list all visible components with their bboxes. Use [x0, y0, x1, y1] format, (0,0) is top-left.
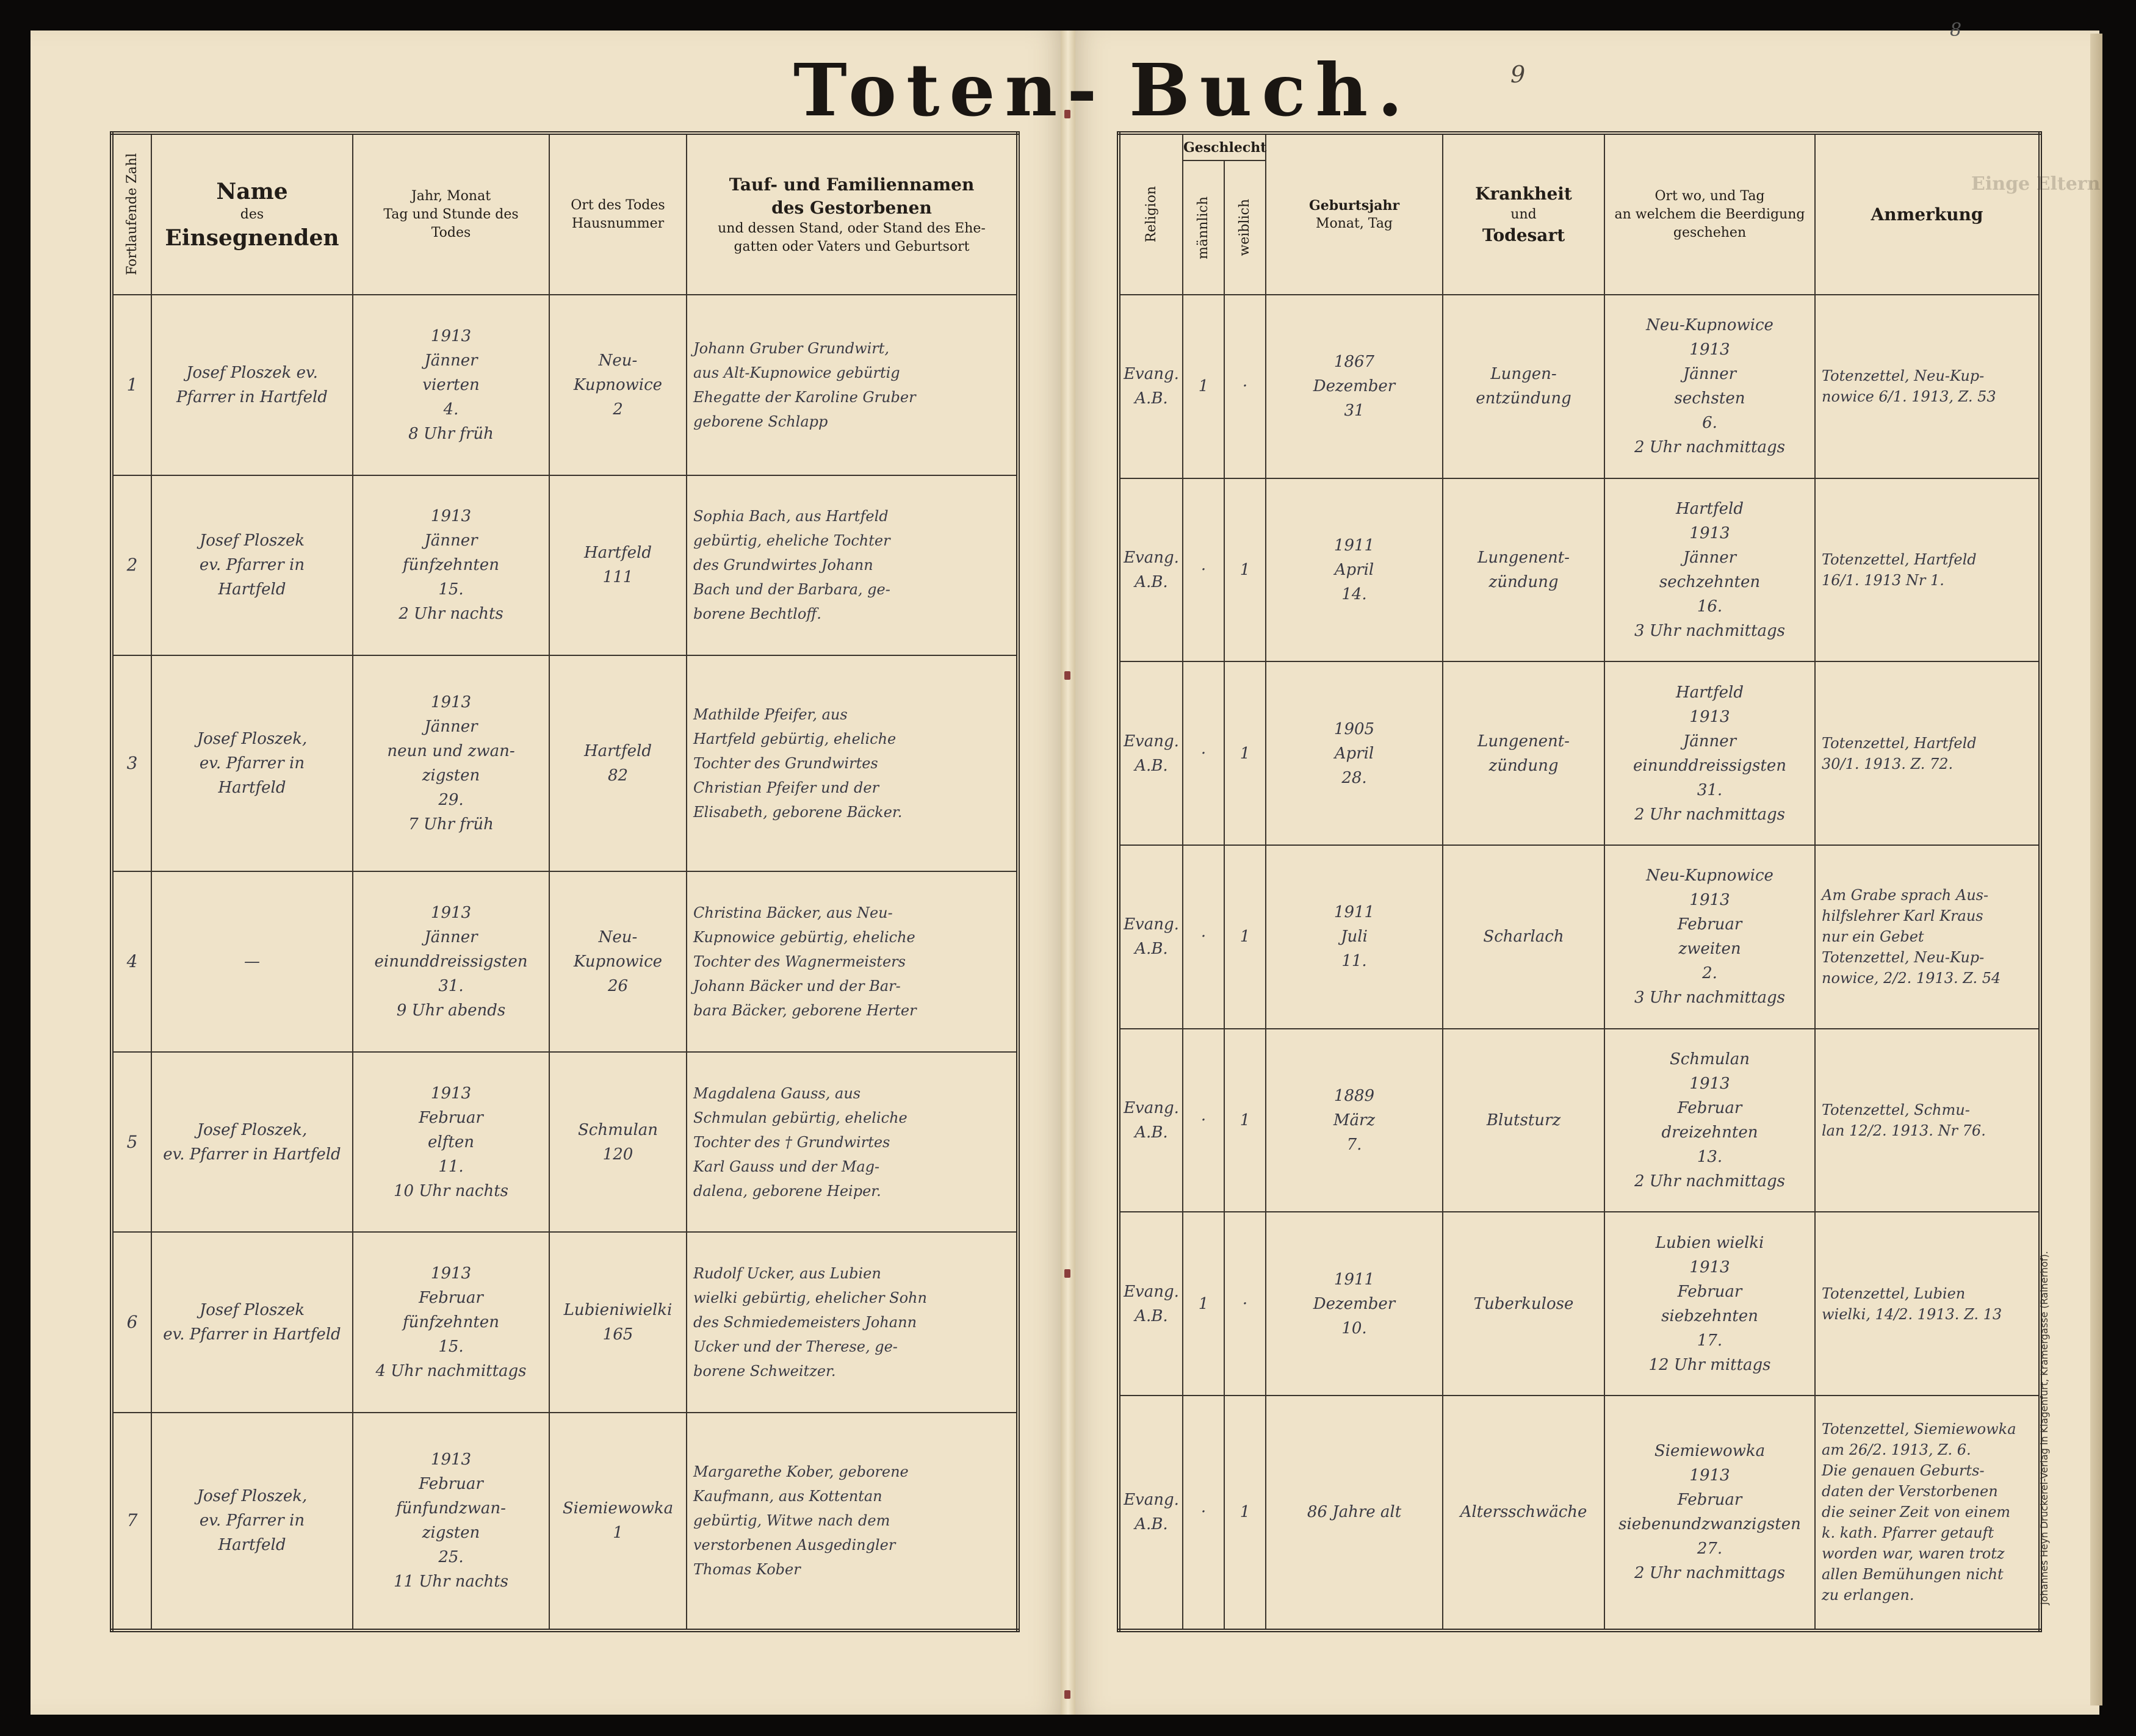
female-mark-cell — [1224, 295, 1266, 478]
entry-number: 7 — [126, 1510, 138, 1531]
remark: Totenzettel, Lubien wielki, 14/2. 1913. Z. 13 — [1822, 1284, 2002, 1323]
cause-of-death-cell — [1443, 1212, 1604, 1396]
death-place-cell — [549, 1413, 687, 1630]
cause-of-death: Blutsturz — [1486, 1111, 1561, 1129]
cause-of-death: Scharlach — [1483, 927, 1564, 946]
deceased-details: Mathilde Pfeifer, aus Hartfeld gebürtig, eheliche Tochter des Grundwirtes Christian Pfeifer und der Elisabeth, geborene Bäcker. — [693, 706, 903, 821]
religion: Evang. A.B. — [1124, 732, 1179, 775]
burial-details-cell — [1604, 478, 1815, 662]
male-mark-cell — [1183, 295, 1224, 478]
religion-cell — [1119, 295, 1183, 478]
officiant-name: — — [244, 953, 260, 971]
religion-cell — [1119, 845, 1183, 1029]
table-row — [112, 295, 1018, 475]
death-place-cell — [549, 1052, 687, 1233]
female-mark: · — [1242, 377, 1248, 396]
religion: Evang. A.B. — [1124, 915, 1179, 959]
death-date-cell — [353, 1413, 549, 1630]
death-date-cell — [353, 1052, 549, 1233]
deceased-details-cell — [687, 655, 1018, 871]
officiant-name: Josef Ploszek, ev. Pfarrer in Hartfeld — [197, 1487, 308, 1555]
burial-details: Hartfeld 1913 Jänner sechzehnten 16. 3 Uhr nachmittags — [1634, 499, 1786, 640]
deceased-details-cell — [687, 1052, 1018, 1233]
remark: Totenzettel, Schmu- lan 12/2. 1913. Nr 76. — [1822, 1101, 1986, 1139]
female-mark: · — [1242, 1294, 1248, 1313]
deceased-details: Johann Gruber Grundwirt, aus Alt-Kupnowice gebürtig Ehegatte der Karoline Gruber geborene Schlapp — [693, 339, 916, 430]
table-row — [1119, 1212, 2040, 1396]
remark-cell — [1815, 1212, 2040, 1396]
deceased-details: Rudolf Ucker, aus Lubien wielki gebürtig, ehelicher Sohn des Schmiedemeisters Johann Ucker und der Therese, ge- borene Schweitzer. — [693, 1265, 927, 1380]
religion-cell — [1119, 1029, 1183, 1212]
table-row — [1119, 1029, 2040, 1212]
female-mark: 1 — [1239, 1503, 1250, 1522]
header-ort-des-todes: Ort des Todes Hausnummer — [549, 133, 687, 295]
header-religion: Religion — [1119, 133, 1183, 295]
table-row — [112, 655, 1018, 871]
burial-details-cell — [1604, 1029, 1815, 1212]
religion: Evang. A.B. — [1124, 1491, 1179, 1534]
binding-stitch — [1064, 1690, 1070, 1699]
birth-date-cell — [1266, 1029, 1443, 1212]
deceased-details-cell — [687, 475, 1018, 656]
death-place: Hartfeld 111 — [583, 544, 652, 587]
male-mark-cell — [1183, 1396, 1224, 1630]
religion: Evang. A.B. — [1124, 365, 1179, 408]
male-mark-cell — [1183, 478, 1224, 662]
right-ledger-table — [1117, 131, 2042, 1632]
death-place-cell — [549, 871, 687, 1052]
table-row — [112, 1052, 1018, 1233]
binding-stitch — [1064, 671, 1070, 680]
table-row — [1119, 661, 2040, 845]
burial-details-cell — [1604, 1396, 1815, 1630]
header-weiblich: weiblich — [1224, 160, 1266, 295]
table-row — [112, 1232, 1018, 1413]
table-row — [1119, 295, 2040, 478]
entry-number-cell — [112, 655, 151, 871]
cause-of-death-cell — [1443, 1029, 1604, 1212]
header-name-einsegnenden: Name des Einsegnenden — [151, 133, 353, 295]
entry-number-cell — [112, 1052, 151, 1233]
remark-cell — [1815, 295, 2040, 478]
birth-date: 1889 März 7. — [1333, 1086, 1376, 1154]
burial-details: Schmulan 1913 Februar dreizehnten 13. 2 Uhr nachmittags — [1634, 1050, 1786, 1190]
death-date: 1913 Jänner fünfzehnten 15. 2 Uhr nachts — [399, 507, 503, 624]
death-place: Hartfeld 82 — [583, 742, 652, 785]
cause-of-death-cell — [1443, 1396, 1604, 1630]
remark-cell — [1815, 1396, 2040, 1630]
cause-of-death: Lungenent- zündung — [1478, 548, 1570, 591]
burial-details-cell — [1604, 661, 1815, 845]
officiant-name-cell — [151, 475, 353, 656]
religion: Evang. A.B. — [1124, 1282, 1179, 1325]
death-date: 1913 Jänner vierten 4. 8 Uhr früh — [408, 326, 494, 443]
cause-of-death-cell — [1443, 478, 1604, 662]
male-mark: · — [1200, 927, 1207, 946]
remark-cell — [1815, 478, 2040, 662]
table-row — [1119, 845, 2040, 1029]
cause-of-death-cell — [1443, 845, 1604, 1029]
birth-date-cell — [1266, 1212, 1443, 1396]
male-mark: · — [1200, 744, 1207, 763]
male-mark: · — [1200, 1503, 1207, 1522]
officiant-name: Josef Ploszek, ev. Pfarrer in Hartfeld — [197, 730, 308, 798]
death-date-cell — [353, 871, 549, 1052]
page-edge — [2090, 34, 2102, 1705]
death-place: Schmulan 120 — [577, 1120, 658, 1164]
birth-date: 1911 Juli 11. — [1333, 903, 1375, 971]
death-date-cell — [353, 1232, 549, 1413]
female-mark-cell — [1224, 1212, 1266, 1396]
burial-details-cell — [1604, 295, 1815, 478]
header-anmerkung: Anmerkung — [1815, 133, 2040, 295]
birth-date-cell — [1266, 295, 1443, 478]
header-tauf-familiennamen: Tauf- und Familiennamen des Gestorbenen und dessen Stand, oder Stand des Ehe- gatten oder Vaters und Geburtsort — [687, 133, 1018, 295]
burial-details: Neu-Kupnowice 1913 Jänner sechsten 6. 2 Uhr nachmittags — [1634, 316, 1786, 457]
death-date: 1913 Jänner einunddreissigsten 31. 9 Uhr abends — [374, 904, 528, 1020]
death-date-cell — [353, 655, 549, 871]
burial-details: Hartfeld 1913 Jänner einunddreissigsten 31. 2 Uhr nachmittags — [1633, 683, 1786, 824]
header-fortlaufende-zahl: Fortlaufende Zahl — [112, 133, 151, 295]
female-mark-cell — [1224, 478, 1266, 662]
entry-number: 4 — [126, 951, 138, 971]
birth-date-cell — [1266, 478, 1443, 662]
entry-number: 1 — [126, 374, 138, 395]
male-mark: 1 — [1198, 1294, 1209, 1313]
deceased-details-cell — [687, 295, 1018, 475]
remark-cell — [1815, 845, 2040, 1029]
death-date-cell — [353, 475, 549, 656]
officiant-name-cell — [151, 1052, 353, 1233]
male-mark-cell — [1183, 1212, 1224, 1396]
burial-details: Siemiewowka 1913 Februar siebenundzwanzigsten 27. 2 Uhr nachmittags — [1618, 1442, 1801, 1583]
religion: Evang. A.B. — [1124, 1098, 1179, 1142]
religion: Evang. A.B. — [1124, 548, 1179, 591]
book-gutter — [1061, 31, 1075, 1715]
male-mark-cell — [1183, 1029, 1224, 1212]
deceased-details: Margarethe Kober, geborene Kaufmann, aus Kottentan gebürtig, Witwe nach dem verstorbenen Ausgedingler Thomas Kober — [693, 1463, 909, 1579]
binding-stitch — [1064, 1269, 1070, 1278]
header-krankheit: Krankheit und Todesart — [1443, 133, 1604, 295]
death-place: Lubieniwielki 165 — [563, 1301, 673, 1344]
male-mark-cell — [1183, 845, 1224, 1029]
table-row — [112, 475, 1018, 656]
cause-of-death: Altersschwäche — [1460, 1503, 1587, 1522]
death-place: Neu- Kupnowice 2 — [573, 351, 663, 419]
female-mark: 1 — [1239, 744, 1250, 763]
birth-date: 1905 April 28. — [1333, 719, 1375, 787]
deceased-details-cell — [687, 871, 1018, 1052]
officiant-name: Josef Ploszek ev. Pfarrer in Hartfeld — [199, 531, 305, 599]
officiant-name-cell — [151, 655, 353, 871]
birth-date-cell — [1266, 1396, 1443, 1630]
header-geschlecht: Geschlecht — [1183, 133, 1266, 160]
birth-date: 86 Jahre alt — [1307, 1503, 1402, 1522]
table-row — [112, 871, 1018, 1052]
remark: Totenzettel, Neu-Kup- nowice 6/1. 1913, Z. 53 — [1822, 367, 1996, 406]
remark-cell — [1815, 1029, 2040, 1212]
deceased-details-cell — [687, 1232, 1018, 1413]
death-date: 1913 Februar elften 11. 10 Uhr nachts — [393, 1084, 509, 1200]
entry-number: 2 — [126, 555, 138, 575]
birth-date: 1911 April 14. — [1333, 536, 1375, 603]
officiant-name: Josef Ploszek, ev. Pfarrer in Hartfeld — [163, 1120, 341, 1164]
female-mark-cell — [1224, 661, 1266, 845]
birth-date: 1867 Dezember 31 — [1313, 353, 1396, 420]
entry-number-cell — [112, 475, 151, 656]
female-mark-cell — [1224, 1396, 1266, 1630]
officiant-name-cell — [151, 295, 353, 475]
remark: Totenzettel, Hartfeld 30/1. 1913. Z. 72. — [1822, 734, 1977, 773]
left-ledger-table — [110, 131, 1020, 1632]
remark-cell — [1815, 661, 2040, 845]
religion-cell — [1119, 478, 1183, 662]
religion-cell — [1119, 1396, 1183, 1630]
entry-number-cell — [112, 1232, 151, 1413]
death-place-cell — [549, 655, 687, 871]
birth-date-cell — [1266, 845, 1443, 1029]
deceased-details: Magdalena Gauss, aus Schmulan gebürtig, eheliche Tochter des † Grundwirtes Karl Gauss und der Mag- dalena, geborene Heiper. — [693, 1084, 907, 1200]
death-date: 1913 Februar fünfzehnten 15. 4 Uhr nachmittags — [375, 1264, 527, 1381]
remark: Totenzettel, Hartfeld 16/1. 1913 Nr 1. — [1822, 550, 1977, 589]
burial-details: Neu-Kupnowice 1913 Februar zweiten 2. 3 Uhr nachmittags — [1634, 866, 1786, 1007]
officiant-name-cell — [151, 871, 353, 1052]
female-mark: 1 — [1239, 1111, 1250, 1129]
table-row — [1119, 478, 2040, 662]
death-place: Siemiewowka 1 — [562, 1499, 674, 1543]
deceased-details: Christina Bäcker, aus Neu- Kupnowice gebürtig, eheliche Tochter des Wagnermeisters Johann Bäcker und der Bar- bara Bäcker, geborene Herter — [693, 904, 917, 1019]
birth-date: 1911 Dezember 10. — [1313, 1270, 1396, 1338]
death-place: Neu- Kupnowice 26 — [573, 928, 663, 995]
title-right: Buch. — [1129, 48, 1413, 132]
entry-number-cell — [112, 871, 151, 1052]
male-mark: · — [1200, 1111, 1207, 1129]
death-place-cell — [549, 475, 687, 656]
deceased-details: Sophia Bach, aus Hartfeld gebürtig, eheliche Tochter des Grundwirtes Johann Bach und der Barbara, ge- borene Bechtloff. — [693, 508, 890, 623]
bleed-through-text: Einge Eltern — [1971, 173, 2101, 195]
header-maennlich: männlich — [1183, 160, 1224, 295]
death-date: 1913 Jänner neun und zwan- zigsten 29. 7 Uhr früh — [387, 693, 515, 834]
religion-cell — [1119, 661, 1183, 845]
header-todesdatum: Jahr, Monat Tag und Stunde des Todes — [353, 133, 549, 295]
male-mark-cell — [1183, 661, 1224, 845]
remark: Totenzettel, Siemiewowka am 26/2. 1913, Z. 6. Die genauen Geburts- daten der Verstorbenen die seiner Zeit von einem k. kath. Pfarrer getauft worden war, waren trotz allen Bemühungen nicht zu erlangen. — [1822, 1421, 2016, 1604]
death-date-cell — [353, 295, 549, 475]
folio-number: 9 — [1510, 61, 1526, 88]
cause-of-death: Lungen- entzündung — [1476, 365, 1571, 408]
table-row — [1119, 1396, 2040, 1630]
female-mark: 1 — [1239, 560, 1250, 579]
female-mark-cell — [1224, 845, 1266, 1029]
deceased-details-cell — [687, 1413, 1018, 1630]
death-date: 1913 Februar fünfundzwan- zigsten 25. 11 Uhr nachts — [393, 1450, 509, 1591]
table-row — [112, 1413, 1018, 1630]
entry-number: 6 — [126, 1312, 138, 1333]
printer-note: Johannes Heyn Druckerei-Verlag in Klagenfurt, Kramergasse (Rainerhof). — [2038, 1251, 2050, 1605]
entry-number-cell — [112, 1413, 151, 1630]
religion-cell — [1119, 1212, 1183, 1396]
female-mark-cell — [1224, 1029, 1266, 1212]
male-mark: · — [1200, 560, 1207, 579]
female-mark: 1 — [1239, 927, 1250, 946]
death-place-cell — [549, 295, 687, 475]
cause-of-death-cell — [1443, 661, 1604, 845]
burial-details-cell — [1604, 845, 1815, 1029]
entry-number-cell — [112, 295, 151, 475]
entry-number: 3 — [126, 753, 138, 774]
male-mark: 1 — [1198, 377, 1209, 396]
entry-number: 5 — [126, 1131, 138, 1152]
officiant-name: Josef Ploszek ev. Pfarrer in Hartfeld — [176, 363, 328, 406]
header-geburtsjahr: Geburtsjahr Monat, Tag — [1266, 133, 1443, 295]
death-place-cell — [549, 1232, 687, 1413]
burial-details: Lubien wielki 1913 Februar siebzehnten 17. 12 Uhr mittags — [1648, 1233, 1771, 1374]
cause-of-death: Tuberkulose — [1473, 1294, 1574, 1313]
header-beerdigung: Ort wo, und Tag an welchem die Beerdigung geschehen — [1604, 133, 1815, 295]
officiant-name: Josef Ploszek ev. Pfarrer in Hartfeld — [163, 1301, 341, 1344]
birth-date-cell — [1266, 661, 1443, 845]
officiant-name-cell — [151, 1413, 353, 1630]
cause-of-death-cell — [1443, 295, 1604, 478]
officiant-name-cell — [151, 1232, 353, 1413]
title-left: Toten- — [793, 48, 1107, 132]
corner-mark: 8 — [1950, 20, 1962, 41]
remark: Am Grabe sprach Aus- hilfslehrer Karl Kraus nur ein Gebet Totenzettel, Neu-Kup- nowice, 2/2. 1913. Z. 54 — [1822, 887, 2001, 987]
burial-details-cell — [1604, 1212, 1815, 1396]
cause-of-death: Lungenent- zündung — [1478, 732, 1570, 775]
